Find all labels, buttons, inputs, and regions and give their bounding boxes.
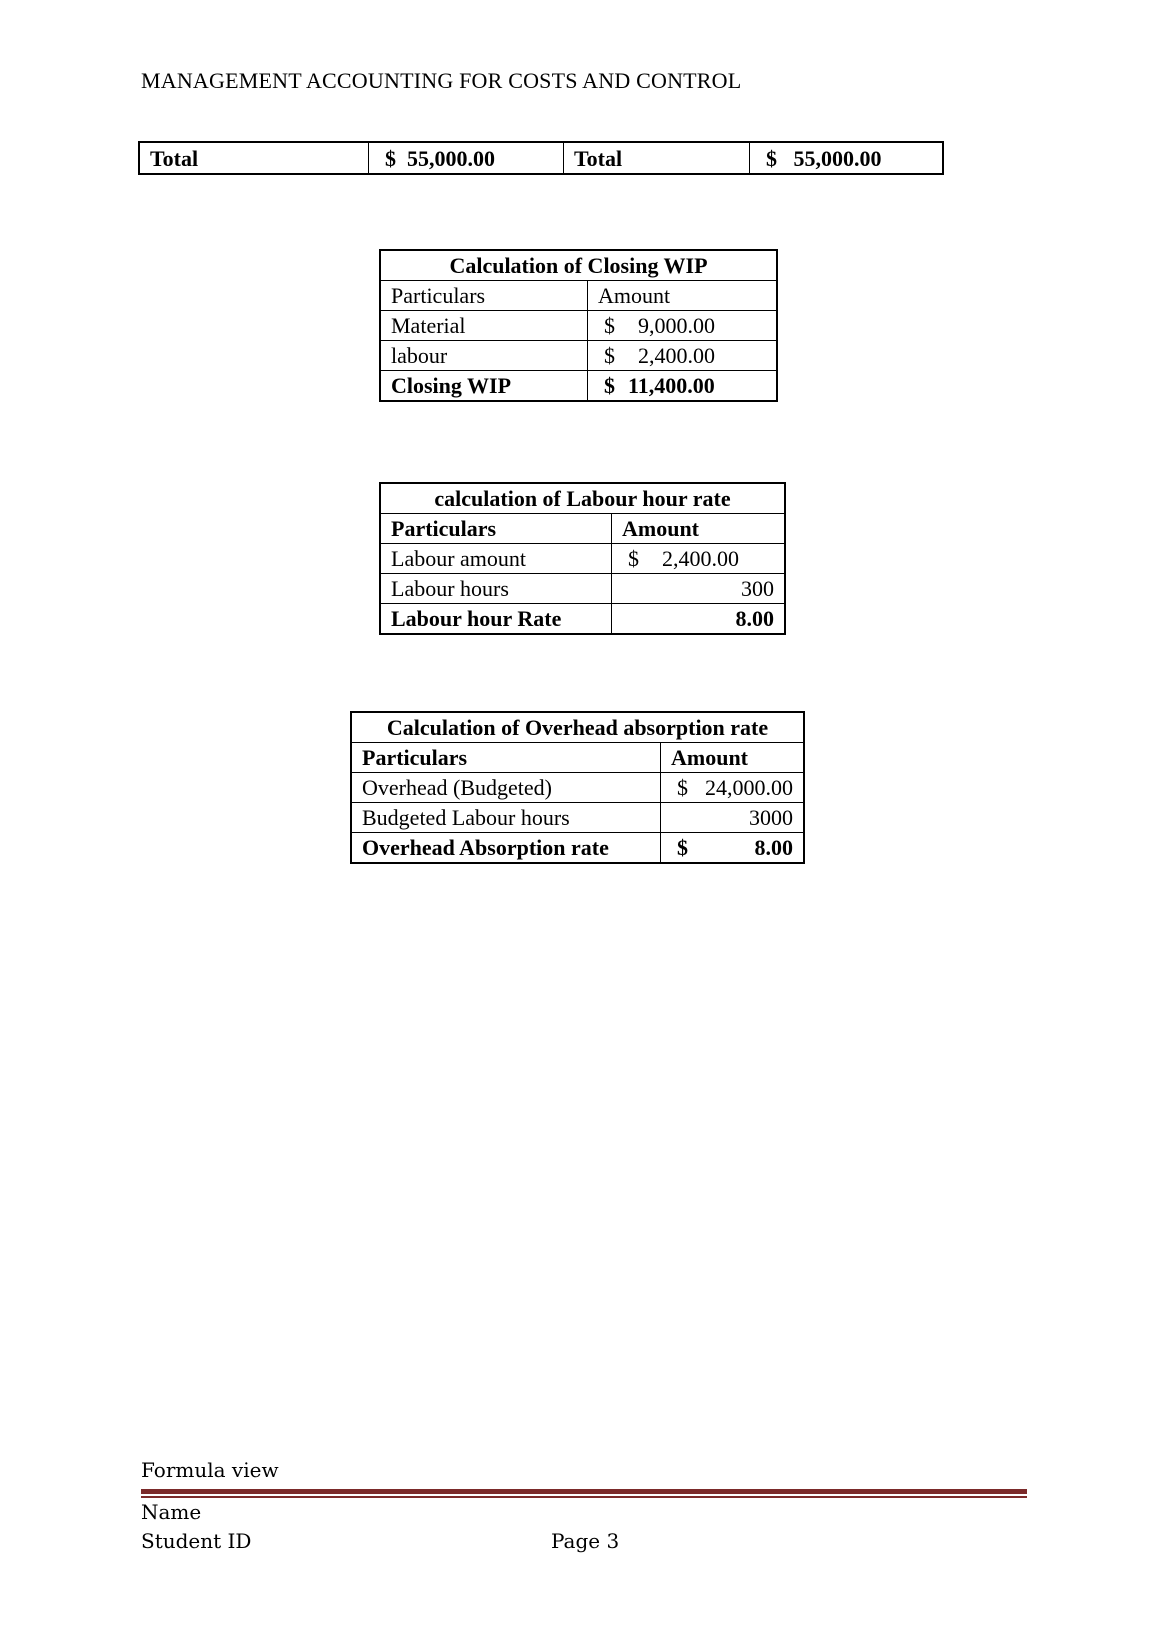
- table-header-row: [380, 514, 785, 544]
- totals-right-label: Total: [564, 142, 750, 174]
- col-amount: Amount: [612, 514, 786, 544]
- table-row: [380, 311, 777, 341]
- total-label: Labour hour Rate: [380, 604, 612, 635]
- total-label: Overhead Absorption rate: [351, 833, 661, 864]
- col-particulars: Particulars: [380, 514, 612, 544]
- table-title-row: [351, 712, 804, 743]
- totals-left-amount: [369, 142, 564, 174]
- footer-divider: [141, 1489, 1027, 1494]
- total-amount: [588, 371, 778, 402]
- col-amount: Amount: [661, 743, 805, 773]
- table-row: [380, 341, 777, 371]
- currency-symbol: $: [677, 775, 688, 800]
- table-title-row: [380, 250, 777, 281]
- row-amount: [661, 773, 805, 803]
- overhead-rate-table: [350, 711, 805, 864]
- total-label: Closing WIP: [380, 371, 588, 402]
- col-particulars: Particulars: [351, 743, 661, 773]
- amount-value: 8.00: [754, 835, 793, 860]
- row-label: Labour hours: [380, 574, 612, 604]
- total-amount: [661, 833, 805, 864]
- row-label: Budgeted Labour hours: [351, 803, 661, 833]
- table-header-row: [380, 281, 777, 311]
- row-label: Labour amount: [380, 544, 612, 574]
- amount-value: 55,000.00: [407, 145, 495, 171]
- totals-table: [138, 141, 944, 175]
- footer-page-number: Page 3: [551, 1529, 620, 1553]
- page-header-title: MANAGEMENT ACCOUNTING FOR COSTS AND CONTROL: [141, 68, 742, 93]
- table-total-row: [380, 371, 777, 402]
- table-total-row: [351, 833, 804, 864]
- footer-student-id: Student ID: [141, 1529, 252, 1553]
- total-amount: 8.00: [612, 604, 786, 635]
- row-amount: 300: [612, 574, 786, 604]
- table-header-row: [351, 743, 804, 773]
- col-particulars: Particulars: [380, 281, 588, 311]
- table-row: [351, 803, 804, 833]
- footer-name: Name: [141, 1500, 202, 1524]
- currency-symbol: $: [677, 835, 688, 860]
- totals-right-amount: [750, 142, 944, 174]
- overhead-rate-title: Calculation of Overhead absorption rate: [351, 712, 804, 743]
- closing-wip-title: Calculation of Closing WIP: [380, 250, 777, 281]
- amount-value: 24,000.00: [705, 775, 793, 800]
- row-label: Material: [380, 311, 588, 341]
- table-title-row: [380, 483, 785, 514]
- totals-left-label: Total: [139, 142, 369, 174]
- row-amount: [612, 544, 786, 574]
- row-label: labour: [380, 341, 588, 371]
- currency-symbol: $: [604, 343, 615, 368]
- currency-symbol: $: [604, 373, 615, 398]
- row-amount: [588, 341, 778, 371]
- amount-value: 2,400.00: [662, 546, 739, 571]
- footer-formula-view: Formula view: [141, 1458, 279, 1482]
- table-row: [139, 142, 943, 174]
- table-row: [380, 574, 785, 604]
- footer-divider-thin: [141, 1496, 1027, 1498]
- amount-value: 2,400.00: [638, 343, 715, 368]
- labour-rate-title: calculation of Labour hour rate: [380, 483, 785, 514]
- currency-symbol: $: [604, 313, 615, 338]
- currency-symbol: $: [766, 145, 777, 171]
- col-amount: Amount: [588, 281, 778, 311]
- table-row: [380, 544, 785, 574]
- row-amount: [588, 311, 778, 341]
- amount-value: 55,000.00: [793, 145, 882, 171]
- table-total-row: [380, 604, 785, 635]
- amount-value: 9,000.00: [638, 313, 715, 338]
- row-amount: 3000: [661, 803, 805, 833]
- table-row: [351, 773, 804, 803]
- currency-symbol: $: [385, 145, 396, 171]
- currency-symbol: $: [628, 546, 639, 571]
- closing-wip-table: [379, 249, 778, 402]
- labour-rate-table: [379, 482, 786, 635]
- amount-value: 11,400.00: [628, 373, 715, 398]
- row-label: Overhead (Budgeted): [351, 773, 661, 803]
